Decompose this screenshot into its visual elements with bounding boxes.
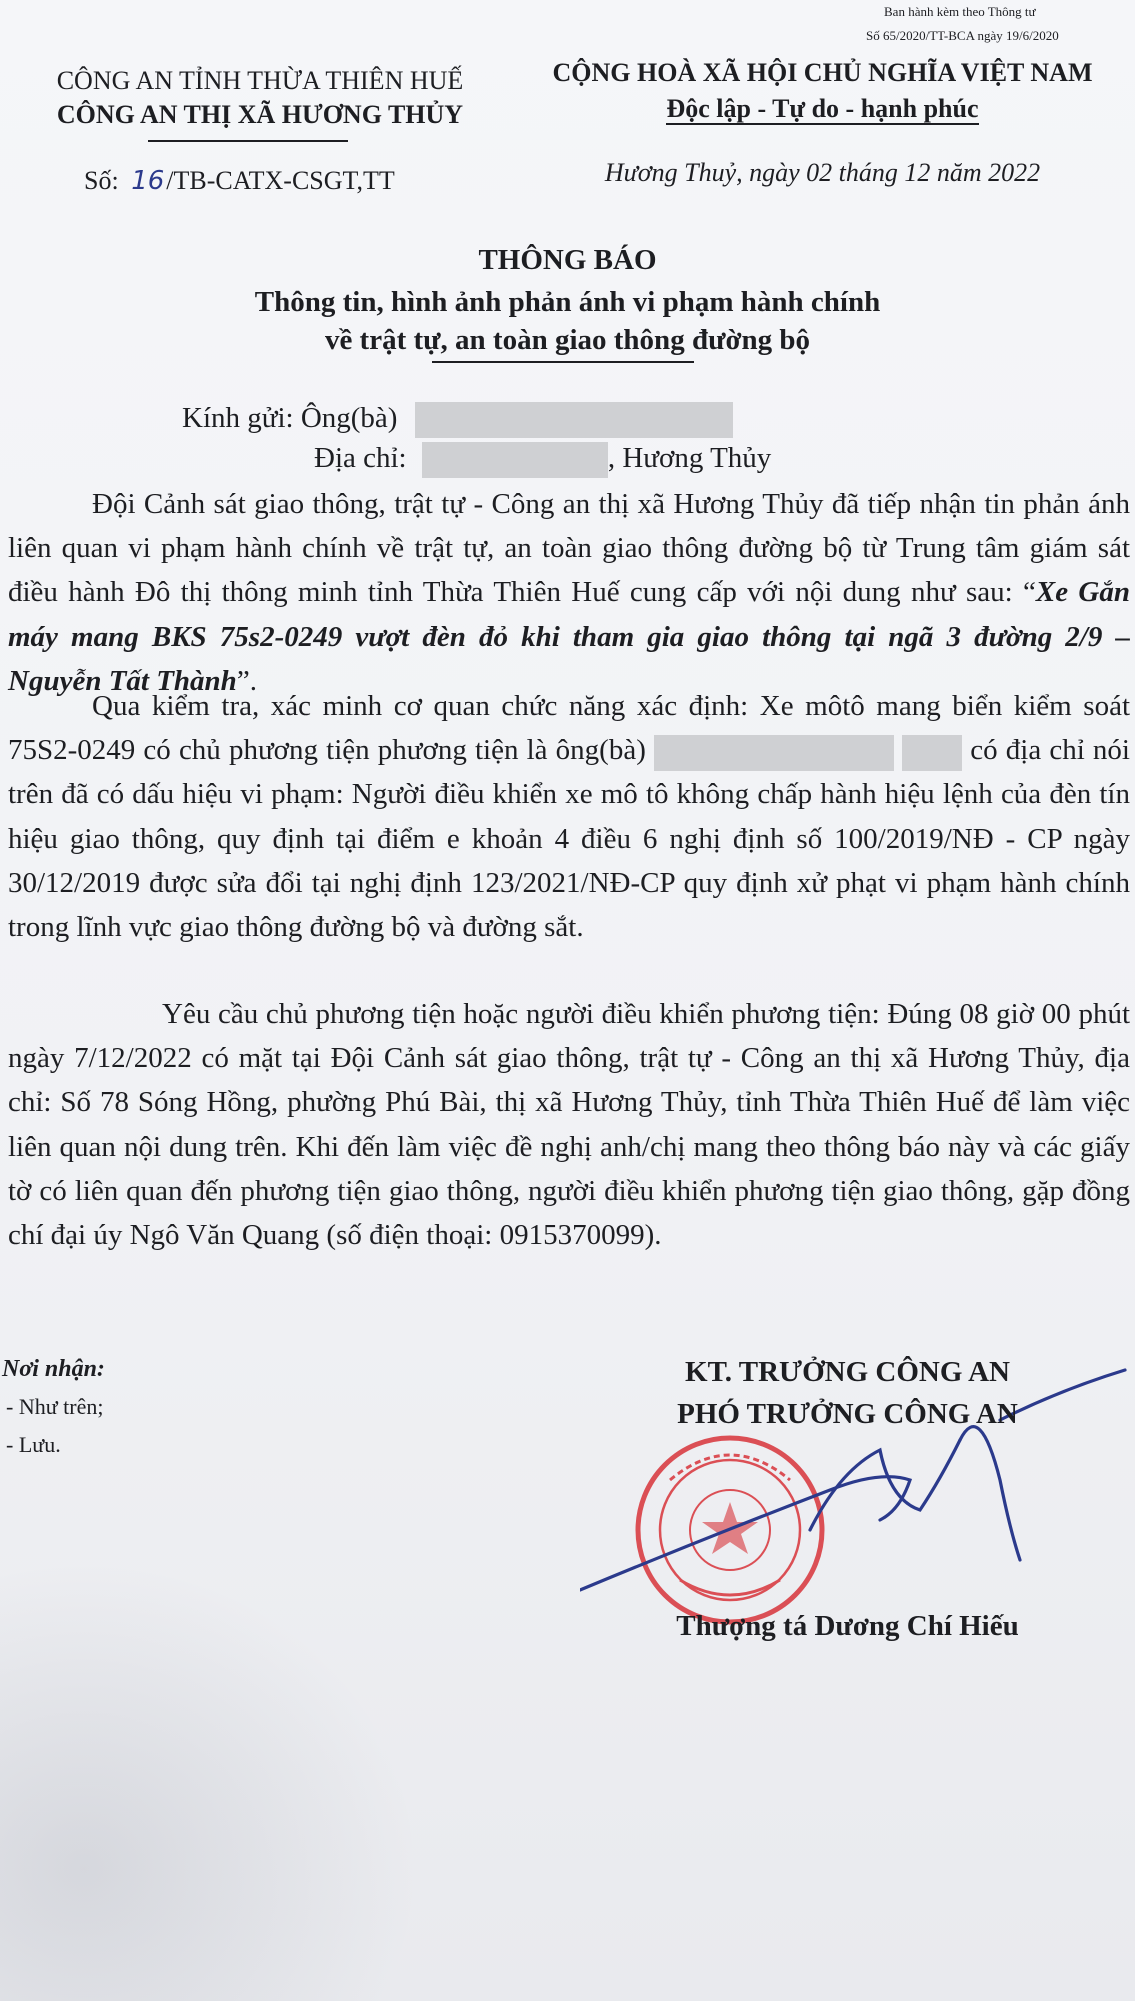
address-line — [314, 442, 771, 478]
violation-quote: Xe Gắn máy mang BKS 75s2-0249 vượt đèn đỏ khi tham gia giao thông tại ngã 3 đường 2/9 – Nguyễn Tất Thành — [8, 576, 1130, 697]
sign-title-2: PHÓ TRƯỞNG CÔNG AN — [677, 1398, 1018, 1430]
agency-parent: CÔNG AN TỈNH THỪA THIÊN HUẾ — [56, 66, 464, 95]
paragraph-3 — [8, 992, 1130, 1257]
salutation-line — [182, 402, 733, 438]
motto: Độc lập - Tự do - hạnh phúc — [666, 94, 979, 123]
document-title: THÔNG BÁO — [478, 244, 657, 276]
document-subtitle-1: Thông tin, hình ảnh phản ánh vi phạm hành chính — [254, 286, 881, 318]
address-label: Địa chỉ: — [314, 442, 407, 474]
document-subtitle-2: về trật tự, an toàn giao thông đường bộ — [324, 324, 811, 356]
sign-title-1: KT. TRƯỞNG CÔNG AN — [685, 1356, 1010, 1388]
number-handwritten: 16 — [131, 166, 165, 196]
annex-line-2: Số 65/2020/TT-BCA ngày 19/6/2020 — [866, 28, 1059, 43]
paragraph-2 — [8, 684, 1130, 949]
photo-shadow — [0, 1560, 420, 2001]
paragraph-3-text: Yêu cầu chủ phương tiện hoặc người điều khiển phương tiện: Đúng 08 giờ 00 phút ngày 7/12/2022 có mặt tại Đội Cảnh sát giao thông, trật tự - Công an thị xã Hương Thủy, địa chỉ: Số 78 Sóng Hồng, phường Phú Bài, thị xã Hương Thủy, tỉnh Thừa Thiên Huế để làm việc liên quan nội dung trên. Khi đến làm việc đề nghị anh/chị mang theo thông báo này và các giấy tờ có liên quan đến phương tiện giao thông, người điều khiển phương tiện giao thông, gặp đồng chí đại úy Ngô Văn Quang (số điện thoại: 0915370099). — [8, 998, 1130, 1252]
document-number — [84, 166, 395, 196]
signer-name: Thượng tá Dương Chí Hiếu — [676, 1610, 1019, 1642]
recipients-title: Nơi nhận: — [2, 1356, 105, 1382]
annex-line-1: Ban hành kèm theo Thông tư — [884, 4, 1036, 19]
address-tail: , Hương Thủy — [607, 442, 772, 474]
redacted-owner-name — [654, 735, 894, 771]
paragraph-1 — [8, 482, 1130, 703]
agency-underline — [148, 140, 348, 142]
agency-name: CÔNG AN THỊ XÃ HƯƠNG THỦY — [56, 100, 464, 129]
paragraph-2-rest: có địa chỉ nói trên đã có dấu hiệu vi phạm: Người điều khiển xe mô tô không chấp hành hiệu lệnh của đèn tín hiệu giao thông, quy định tại điểm e khoản 4 điều 6 nghị định số 100/2019/NĐ - CP ngày 30/12/2019 được sửa đổi tại nghị định 123/2021/NĐ-CP quy định xử phạt vi phạm hành chính trong lĩnh vực giao thông đường bộ và đường sắt. — [8, 734, 1130, 944]
redacted-owner-name-cont — [902, 735, 962, 771]
title-underline — [432, 361, 694, 363]
paragraph-1-text: Đội Cảnh sát giao thông, trật tự - Công an thị xã Hương Thủy đã tiếp nhận tin phản ánh liên quan vi phạm hành chính về trật tự, an toàn giao thông đường bộ từ Trung tâm giám sát điều hành Đô thị thông minh tỉnh Thừa Thiên Huế cung cấp với nội dung như sau: “ — [8, 488, 1130, 609]
paragraph-2-text: Qua kiểm tra, xác minh cơ quan chức năng xác định: Xe môtô mang biển kiểm soát 75S2-0249 có chủ phương tiện phương tiện là ông(bà) — [8, 690, 1130, 767]
salutation: Kính gửi: Ông(bà) — [182, 402, 398, 434]
recipient-item-2: - Lưu. — [6, 1432, 61, 1457]
motto-wrap — [520, 94, 1125, 124]
place-date: Hương Thuỷ, ngày 02 tháng 12 năm 2022 — [604, 158, 1041, 187]
paragraph-1-end: ”. — [236, 664, 257, 697]
redacted-name — [415, 402, 733, 438]
redacted-address — [422, 442, 608, 478]
number-suffix: /TB-CATX-CSGT,TT — [166, 166, 395, 195]
recipient-item-1: - Như trên; — [6, 1394, 104, 1419]
number-label: Số: — [84, 166, 119, 195]
country-name: CỘNG HOÀ XÃ HỘI CHỦ NGHĨA VIỆT NAM — [552, 58, 1093, 87]
